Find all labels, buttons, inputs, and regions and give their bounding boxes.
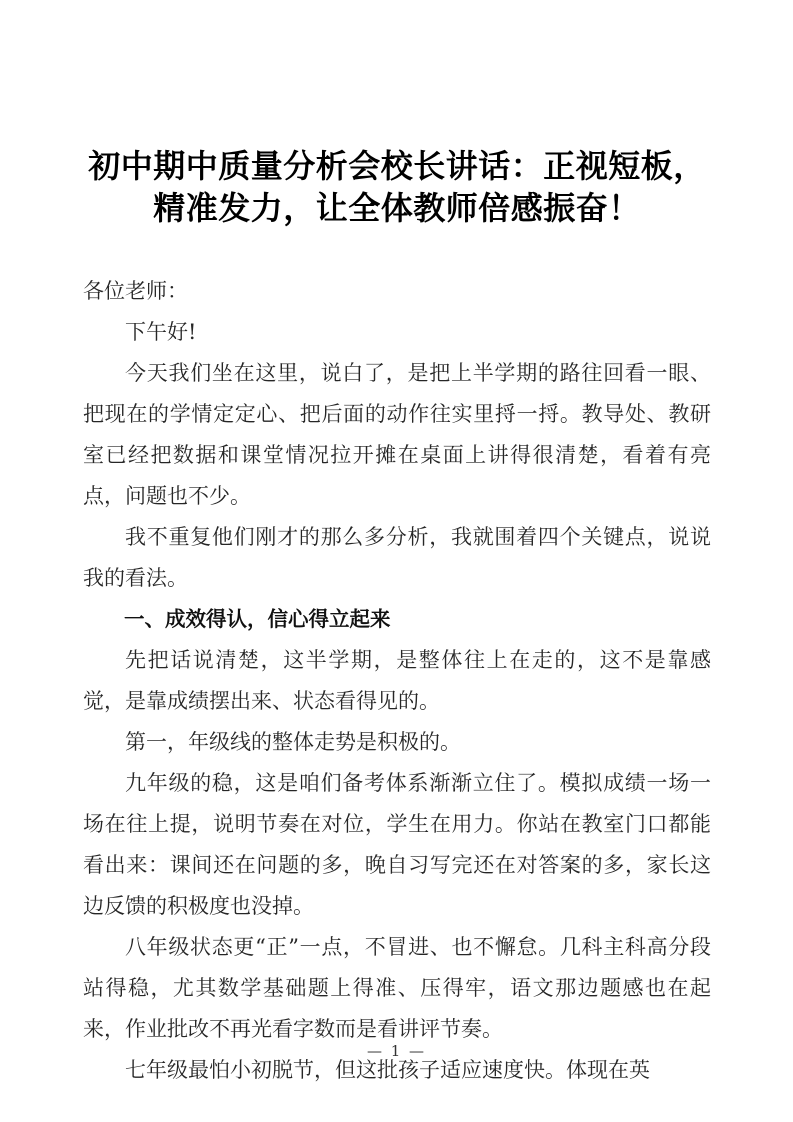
salutation: 各位老师： [83,279,188,303]
paragraph-overview: 我不重复他们刚才的那么多分析，我就围着四个关键点，说说我的看法。 [83,525,711,590]
document-title [83,145,711,229]
paragraph-section1-intro: 先把话说清楚，这半学期，是整体往上在走的，这不是靠感觉，是靠成绩摆出来、状态看得见的。 [83,648,711,713]
document-content [0,145,793,1091]
document-body [83,271,711,1091]
document-title-line-1: 初中期中质量分析会校长讲话：正视短板， [88,147,706,185]
document-title-line-2: 精准发力，让全体教师倍感振奋！ [153,189,641,227]
greeting: 下午好! [125,320,197,344]
paragraph-opening: 今天我们坐在这里，说白了，是把上半学期的路往回看一眼、把现在的学情定定心、把后面的动作往实里捋一捋。教导处、教研室已经把数据和课堂情况拉开摊在桌面上讲得很清楚，看着有亮点，问题也不少。 [83,361,711,508]
page-number: — 1 — [366,1042,427,1060]
paragraph-point-first: 第一，年级线的整体走势是积极的。 [125,730,461,754]
paragraph-grade8: 八年级状态更“正”一点，不冒进、也不懈怠。几科主科高分段站得稳，尤其数学基础题上得准、压得牢，语文那边题感也在起来，作业批改不再光看字数而是看讲评节奏。 [83,935,711,1041]
paragraph-grade9: 九年级的稳，这是咱们备考体系渐渐立住了。模拟成绩一场一场在往上提，说明节奏在对位，学生在用力。你站在教室门口都能看出来：课间还在问题的多，晚自习写完还在对答案的多，家长这边反馈的积极度也没掉。 [83,771,711,918]
paragraph-grade7: 七年级最怕小初脱节，但这批孩子适应速度快。体现在英 [125,1058,650,1082]
section-heading-1: 一、成效得认，信心得立起来 [124,607,391,631]
